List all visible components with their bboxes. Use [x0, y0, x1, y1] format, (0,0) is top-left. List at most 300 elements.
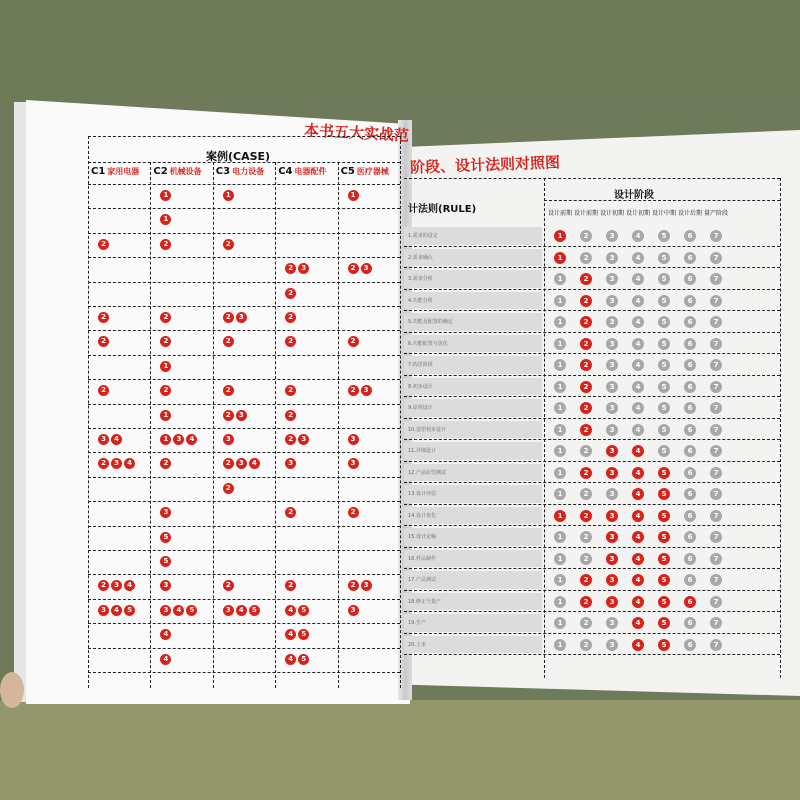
case-stage-dot: 2: [160, 312, 171, 323]
rule-label: 17.产品测试: [408, 577, 436, 583]
phase-stage-dot: 6: [684, 445, 696, 457]
rule-label: 4.功能分析: [408, 297, 433, 304]
case-stage-dot: 2: [223, 458, 234, 469]
case-column-header: [153, 166, 201, 177]
case-stage-dot: 1: [160, 434, 171, 445]
case-column-header: [278, 166, 326, 177]
case-stage-dot: 2: [98, 312, 109, 323]
phase-stage-dot: 2: [580, 445, 592, 457]
phase-stage-dot: 7: [710, 295, 722, 307]
case-stage-dot: 2: [160, 239, 171, 250]
phase-stage-dot: 7: [710, 596, 722, 608]
case-name: 电器配件: [294, 167, 327, 176]
header-divider: [88, 162, 400, 163]
phase-stage-dot: 3: [606, 467, 618, 479]
rule-label: 9.原理设计: [408, 405, 433, 411]
case-stage-dot: 2: [223, 312, 234, 323]
phase-stage-dot: 7: [710, 230, 722, 242]
phase-stage-dot: 7: [710, 510, 722, 522]
phase-stage-dot: 3: [606, 617, 618, 629]
phase-stage-dot: 5: [658, 402, 670, 414]
row-divider: [88, 599, 400, 600]
case-stage-dot: 2: [285, 312, 296, 323]
phase-stage-dot: 2: [580, 510, 592, 522]
phase-stage-dot: 2: [580, 381, 592, 393]
phase-stage-dot: 7: [710, 617, 722, 629]
phase-stage-dot: 1: [554, 273, 566, 285]
rule-row-divider: [404, 633, 780, 634]
case-stage-dot: 2: [98, 336, 109, 347]
case-stage-dot: 2: [223, 483, 234, 494]
phase-stage-dot: 7: [710, 424, 722, 436]
phase-stage-dot: 2: [580, 273, 592, 285]
rule-row-divider: [404, 504, 780, 505]
case-stage-dot: 2: [348, 263, 359, 274]
phase-stage-dot: 4: [632, 531, 644, 543]
phase-stage-dot: 1: [554, 252, 566, 264]
rule-label: 13.设计评估: [408, 491, 436, 497]
phase-stage-dot: 5: [658, 295, 670, 307]
phase-stage-dot: 3: [606, 359, 618, 371]
row-divider: [88, 672, 400, 673]
phase-stage-dot: 2: [580, 617, 592, 629]
phase-stage-dot: 4: [632, 639, 644, 651]
phase-stage-dot: 3: [606, 230, 618, 242]
phase-stage-dot: 5: [658, 553, 670, 565]
phase-stage-dot: 6: [684, 338, 696, 350]
case-stage-dot: 4: [160, 629, 171, 640]
case-name: 家用电器: [107, 167, 140, 176]
phase-stage-dot: 4: [632, 467, 644, 479]
phase-header: 设计阶段: [614, 190, 654, 201]
case-column-header: [216, 166, 264, 177]
case-stage-dot: 2: [285, 410, 296, 421]
case-stage-dot: 2: [285, 288, 296, 299]
phase-stage-dot: 6: [684, 273, 696, 285]
rule-row-divider: [404, 246, 780, 247]
phase-stage-dot: 5: [658, 338, 670, 350]
row-divider: [88, 379, 400, 380]
phase-label: 量产阶段: [704, 210, 729, 217]
phase-stage-dot: 2: [580, 553, 592, 565]
phase-stage-dot: 1: [554, 402, 566, 414]
phase-stage-dot: 2: [580, 531, 592, 543]
phase-stage-dot: 3: [606, 531, 618, 543]
case-stage-dot: 3: [98, 605, 109, 616]
phase-stage-dot: 6: [684, 230, 696, 242]
rule-label: 3.需求分析: [408, 276, 433, 282]
phase-stage-dot: 6: [684, 381, 696, 393]
case-stage-dot: 3: [361, 580, 372, 591]
row-divider: [88, 477, 400, 478]
phase-stage-dot: 1: [554, 467, 566, 479]
case-stage-dot: 5: [186, 605, 197, 616]
case-stage-dot: 3: [236, 410, 247, 421]
rule-row-divider: [404, 525, 780, 526]
phase-stage-dot: 7: [710, 338, 722, 350]
case-stage-dot: 4: [285, 629, 296, 640]
rule-label: 5.功能及配置的确定: [408, 319, 453, 325]
phase-stage-dot: 4: [632, 316, 644, 328]
phase-stage-dot: 7: [710, 252, 722, 264]
row-divider: [88, 208, 400, 209]
rule-header: 计法则(RULE): [408, 204, 477, 215]
phase-stage-dot: 4: [632, 617, 644, 629]
rule-row-divider: [404, 332, 780, 333]
column-divider: [338, 162, 339, 688]
case-stage-dot: 2: [348, 507, 359, 518]
phase-stage-dot: 4: [632, 424, 644, 436]
phase-stage-dot: 1: [554, 338, 566, 350]
phase-stage-dot: 2: [580, 574, 592, 586]
case-stage-dot: 2: [285, 263, 296, 274]
row-divider: [88, 452, 400, 453]
phase-stage-dot: 2: [580, 424, 592, 436]
rule-label: 1.需求的设定: [408, 233, 438, 239]
rule-label: 10.造型初步设计: [408, 426, 446, 433]
phase-stage-dot: 3: [606, 424, 618, 436]
phase-label: 设计后期: [678, 210, 703, 217]
phase-stage-dot: 2: [580, 488, 592, 500]
phase-stage-dot: 2: [580, 467, 592, 479]
phase-stage-dot: 7: [710, 445, 722, 457]
column-divider: [275, 162, 276, 688]
case-stage-dot: 2: [348, 385, 359, 396]
phase-stage-dot: 6: [684, 467, 696, 479]
phase-stage-dot: 1: [554, 596, 566, 608]
case-stage-dot: 4: [186, 434, 197, 445]
case-stage-dot: 1: [160, 361, 171, 372]
case-code: C1: [91, 166, 106, 177]
phase-stage-dot: 3: [606, 316, 618, 328]
case-stage-dot: 3: [298, 263, 309, 274]
phase-stage-dot: 1: [554, 316, 566, 328]
background-top: [0, 0, 800, 100]
rule-phase-divider: [544, 178, 545, 678]
case-stage-dot: 3: [298, 434, 309, 445]
rule-row-divider: [404, 267, 780, 268]
case-stage-dot: 3: [361, 385, 372, 396]
phase-stage-dot: 7: [710, 639, 722, 651]
case-table: [88, 136, 404, 688]
phase-stage-dot: 5: [658, 510, 670, 522]
phase-stage-dot: 6: [684, 596, 696, 608]
row-divider: [88, 574, 400, 575]
case-stage-dot: 2: [223, 239, 234, 250]
row-divider: [88, 648, 400, 649]
case-header: 案例(CASE): [206, 150, 271, 163]
row-divider: [88, 428, 400, 429]
case-stage-dot: 4: [249, 458, 260, 469]
rule-row-divider: [404, 375, 780, 376]
case-stage-dot: 2: [348, 580, 359, 591]
rule-label: 14.设计优化: [408, 512, 436, 519]
phase-stage-dot: 5: [658, 639, 670, 651]
phase-stage-dot: 6: [684, 510, 696, 522]
rule-row-divider: [404, 396, 780, 397]
phase-stage-dot: 3: [606, 574, 618, 586]
phase-stage-dot: 3: [606, 402, 618, 414]
rule-row-divider: [404, 289, 780, 290]
row-divider: [88, 306, 400, 307]
phase-stage-dot: 7: [710, 488, 722, 500]
rule-row-divider: [404, 482, 780, 483]
case-stage-dot: 3: [98, 434, 109, 445]
row-divider: [88, 257, 400, 258]
case-stage-dot: 3: [348, 458, 359, 469]
case-name: 医疗器械: [356, 167, 389, 176]
column-divider: [150, 162, 151, 688]
phase-stage-dot: 2: [580, 252, 592, 264]
phase-stage-dot: 4: [632, 445, 644, 457]
phase-stage-dot: 4: [632, 381, 644, 393]
phase-stage-dot: 6: [684, 617, 696, 629]
phase-stage-dot: 6: [684, 359, 696, 371]
case-stage-dot: 4: [111, 605, 122, 616]
phase-stage-dot: 7: [710, 359, 722, 371]
case-column-header: [91, 166, 139, 177]
column-divider: [213, 162, 214, 688]
phase-stage-dot: 2: [580, 596, 592, 608]
case-stage-dot: 5: [298, 605, 309, 616]
case-stage-dot: 3: [173, 434, 184, 445]
rule-label: 20.上市: [408, 641, 426, 648]
title-line-1: 本书五大实战范: [303, 121, 410, 145]
case-stage-dot: 2: [98, 239, 109, 250]
phase-stage-dot: 1: [554, 617, 566, 629]
phase-stage-dot: 6: [684, 574, 696, 586]
case-name: 电力设备: [232, 167, 265, 176]
rule-row-divider: [404, 418, 780, 419]
phase-stage-dot: 4: [632, 488, 644, 500]
case-stage-dot: 5: [249, 605, 260, 616]
phase-stage-dot: 3: [606, 381, 618, 393]
case-stage-dot: 5: [160, 532, 171, 543]
rule-row-divider: [404, 568, 780, 569]
phase-stage-dot: 5: [658, 359, 670, 371]
phase-stage-dot: 3: [606, 252, 618, 264]
phase-stage-dot: 3: [606, 639, 618, 651]
table-border-top: [88, 136, 400, 137]
case-stage-dot: 2: [285, 507, 296, 518]
row-divider: [88, 404, 400, 405]
phase-stage-dot: 1: [554, 381, 566, 393]
rule-right-border: [780, 178, 781, 678]
phase-stage-dot: 2: [580, 230, 592, 242]
row-divider: [88, 282, 400, 283]
phase-stage-dot: 5: [658, 596, 670, 608]
rule-row-divider: [404, 547, 780, 548]
phase-stage-dot: 4: [632, 252, 644, 264]
phase-stage-dot: 5: [658, 445, 670, 457]
case-stage-dot: 2: [348, 336, 359, 347]
phase-stage-dot: 6: [684, 531, 696, 543]
phase-stage-dot: 5: [658, 424, 670, 436]
case-stage-dot: 2: [98, 385, 109, 396]
row-divider: [88, 623, 400, 624]
phase-stage-dot: 1: [554, 553, 566, 565]
case-stage-dot: 2: [223, 580, 234, 591]
phase-stage-dot: 4: [632, 402, 644, 414]
phase-stage-dot: 6: [684, 252, 696, 264]
phase-stage-dot: 1: [554, 424, 566, 436]
case-stage-dot: 3: [236, 458, 247, 469]
case-column-header: [341, 166, 389, 177]
title-line-2: 阶段、设计法则对照图: [409, 153, 561, 177]
case-stage-dot: 4: [285, 605, 296, 616]
phase-stage-dot: 6: [684, 424, 696, 436]
phase-stage-dot: 5: [658, 467, 670, 479]
phase-stage-dot: 6: [684, 295, 696, 307]
rule-label: 12.产品原型测试: [408, 469, 446, 476]
rule-row-divider: [404, 439, 780, 440]
case-stage-dot: 3: [223, 605, 234, 616]
phase-stage-dot: 4: [632, 295, 644, 307]
phase-stage-dot: 7: [710, 316, 722, 328]
rule-label: 2.需求确认: [408, 254, 433, 261]
phase-label: 设计中期: [652, 210, 677, 217]
case-stage-dot: 5: [298, 654, 309, 665]
phase-stage-dot: 1: [554, 295, 566, 307]
phase-stage-dot: 5: [658, 252, 670, 264]
row-divider: [88, 526, 400, 527]
phase-stage-dot: 3: [606, 553, 618, 565]
phase-stage-dot: 4: [632, 273, 644, 285]
phase-stage-dot: 5: [658, 316, 670, 328]
background-table-surface: [0, 700, 800, 800]
case-stage-dot: 3: [348, 605, 359, 616]
row-divider: [88, 233, 400, 234]
phase-stage-dot: 6: [684, 488, 696, 500]
phase-stage-dot: 4: [632, 574, 644, 586]
case-stage-dot: 2: [98, 458, 109, 469]
rule-row-divider: [404, 590, 780, 591]
phase-stage-dot: 3: [606, 488, 618, 500]
phase-stage-dot: 3: [606, 273, 618, 285]
rule-label: 16.样品制作: [408, 555, 436, 562]
case-stage-dot: 5: [160, 556, 171, 567]
case-stage-dot: 2: [160, 385, 171, 396]
thumb: [0, 672, 24, 708]
phase-stage-dot: 3: [606, 510, 618, 522]
case-stage-dot: 4: [160, 654, 171, 665]
phase-stage-dot: 1: [554, 510, 566, 522]
case-stage-dot: 2: [223, 410, 234, 421]
rule-row-divider: [404, 611, 780, 612]
case-stage-dot: 1: [223, 190, 234, 201]
case-stage-dot: 4: [124, 458, 135, 469]
phase-stage-dot: 3: [606, 445, 618, 457]
case-stage-dot: 4: [111, 434, 122, 445]
rule-label: 11.详细设计: [408, 448, 436, 454]
phase-stage-dot: 1: [554, 359, 566, 371]
phase-stage-dot: 3: [606, 338, 618, 350]
rule-row-divider: [404, 461, 780, 462]
case-stage-dot: 2: [160, 336, 171, 347]
case-stage-dot: 2: [285, 580, 296, 591]
phase-stage-dot: 7: [710, 402, 722, 414]
row-divider: [88, 550, 400, 551]
case-stage-dot: 3: [348, 434, 359, 445]
phase-stage-dot: 4: [632, 230, 644, 242]
phase-stage-dot: 5: [658, 273, 670, 285]
case-code: C5: [340, 166, 355, 177]
case-stage-dot: 3: [111, 458, 122, 469]
phase-stage-dot: 6: [684, 639, 696, 651]
case-stage-dot: 4: [236, 605, 247, 616]
phase-stage-dot: 4: [632, 359, 644, 371]
phase-stage-dot: 4: [632, 510, 644, 522]
phase-stage-dot: 7: [710, 273, 722, 285]
phase-label: 设计初期: [626, 210, 651, 217]
phase-stage-dot: 1: [554, 531, 566, 543]
phase-label: 设计前期: [548, 210, 573, 217]
case-stage-dot: 2: [98, 580, 109, 591]
phase-stage-dot: 6: [684, 316, 696, 328]
row-divider: [88, 501, 400, 502]
case-stage-dot: 4: [285, 654, 296, 665]
rule-label: 7.构思阶段: [408, 362, 433, 368]
case-stage-dot: 5: [298, 629, 309, 640]
phase-stage-dot: 2: [580, 402, 592, 414]
rule-row-divider: [404, 310, 780, 311]
case-name: 机械设备: [169, 167, 202, 176]
case-stage-dot: 3: [160, 580, 171, 591]
phase-stage-dot: 5: [658, 531, 670, 543]
case-stage-dot: 1: [348, 190, 359, 201]
phase-stage-dot: 1: [554, 488, 566, 500]
rule-label: 6.功能配置与优化: [408, 340, 448, 347]
case-stage-dot: 3: [160, 605, 171, 616]
rule-label: 15.设计定稿: [408, 534, 436, 540]
phase-stage-dot: 5: [658, 381, 670, 393]
phase-stage-dot: 3: [606, 596, 618, 608]
case-stage-dot: 2: [160, 458, 171, 469]
case-stage-dot: 2: [223, 336, 234, 347]
phase-stage-dot: 2: [580, 316, 592, 328]
phase-label: 设计前期: [574, 210, 599, 217]
case-stage-dot: 3: [111, 580, 122, 591]
phase-stage-dot: 1: [554, 445, 566, 457]
phase-stage-dot: 2: [580, 359, 592, 371]
case-code: C2: [153, 166, 168, 177]
case-stage-dot: 2: [223, 385, 234, 396]
case-stage-dot: 4: [173, 605, 184, 616]
phase-stage-dot: 2: [580, 338, 592, 350]
phase-label: 设计初期: [600, 210, 625, 217]
phase-stage-dot: 2: [580, 639, 592, 651]
case-code: C3: [215, 166, 231, 177]
phase-stage-dot: 1: [554, 230, 566, 242]
case-stage-dot: 3: [361, 263, 372, 274]
case-stage-dot: 2: [285, 336, 296, 347]
case-stage-dot: 3: [223, 434, 234, 445]
case-code: C4: [278, 166, 293, 177]
phase-header-divider: [544, 200, 780, 201]
rule-label: 8.初步设计: [408, 383, 433, 390]
phase-stage-dot: 5: [658, 488, 670, 500]
rule-label: 19.生产: [408, 620, 426, 626]
case-stage-dot: 2: [285, 385, 296, 396]
case-stage-dot: 1: [160, 410, 171, 421]
phase-stage-dot: 7: [710, 531, 722, 543]
phase-stage-dot: 5: [658, 617, 670, 629]
case-stage-dot: 1: [160, 190, 171, 201]
row-divider: [88, 330, 400, 331]
phase-stage-dot: 6: [684, 402, 696, 414]
phase-stage-dot: 7: [710, 553, 722, 565]
column-divider: [88, 136, 89, 688]
